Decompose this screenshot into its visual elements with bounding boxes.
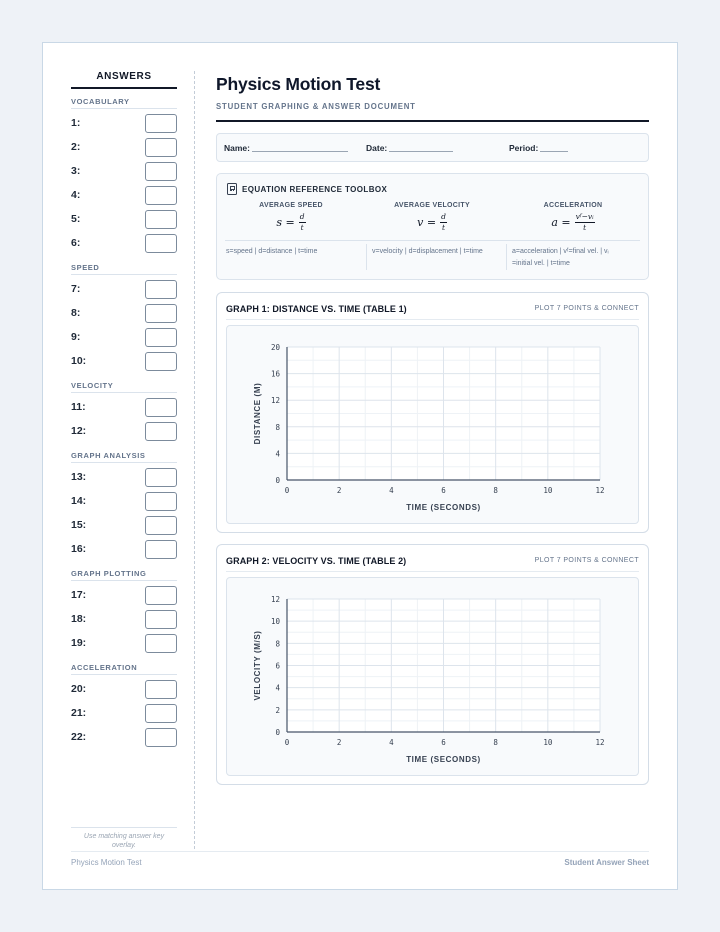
- period-field[interactable]: [509, 143, 568, 153]
- answer-number: 11:: [71, 401, 86, 413]
- answer-row: [71, 419, 177, 443]
- answers-heading: ANSWERS: [71, 71, 177, 89]
- y-tick-label: 2: [275, 705, 280, 715]
- answer-number: 20:: [71, 683, 87, 695]
- equation-lhs: s =: [276, 215, 295, 229]
- toolbox-rule: [225, 240, 640, 241]
- graph-instruction: PLOT 7 POINTS & CONNECT: [534, 557, 639, 564]
- answer-section-label: SPEED: [71, 263, 177, 275]
- graph-2-chart[interactable]: [227, 578, 640, 777]
- x-tick-label: 4: [389, 738, 394, 747]
- answer-section-label: GRAPH PLOTTING: [71, 569, 177, 581]
- answer-number: 3:: [71, 165, 81, 177]
- main-column: [216, 71, 649, 280]
- answer-box[interactable]: [145, 328, 177, 347]
- equation-label: AVERAGE SPEED: [259, 202, 323, 209]
- x-tick-label: 10: [543, 486, 553, 495]
- y-tick-label: 12: [270, 595, 280, 604]
- legend-line: =initial vel. | t=time: [512, 259, 570, 267]
- y-tick-label: 10: [270, 617, 280, 627]
- name-label: Name:: [224, 142, 250, 153]
- y-tick-label: 0: [275, 728, 280, 737]
- calculator-icon: [227, 183, 237, 195]
- equation-toolbox: [216, 173, 649, 280]
- answer-box[interactable]: [145, 304, 177, 323]
- answer-row: [71, 631, 177, 655]
- toolbox-title: EQUATION REFERENCE TOOLBOX: [242, 184, 388, 194]
- answer-row: [71, 701, 177, 725]
- answer-section-label: VELOCITY: [71, 381, 177, 393]
- page-footer: [71, 851, 649, 867]
- page-title: Physics Motion Test: [216, 74, 381, 94]
- legend-line: v=velocity | d=displacement | t=time: [372, 248, 483, 255]
- answer-row: [71, 135, 177, 159]
- answer-row: [71, 159, 177, 183]
- answer-row: [71, 537, 177, 561]
- answer-box[interactable]: [145, 162, 177, 181]
- x-tick-label: 4: [389, 486, 394, 495]
- answer-number: 10:: [71, 355, 87, 367]
- answer-box[interactable]: [145, 398, 177, 417]
- answer-box[interactable]: [145, 210, 177, 229]
- answer-box[interactable]: [145, 422, 177, 441]
- answer-box[interactable]: [145, 728, 177, 747]
- equation-fraction: [299, 213, 306, 231]
- answer-number: 22:: [71, 731, 87, 743]
- answer-number: 17:: [71, 589, 87, 601]
- answer-sheet-page: [42, 42, 678, 890]
- answer-row: [71, 231, 177, 255]
- equation-acceleration: [503, 202, 643, 231]
- equation-label: AVERAGE VELOCITY: [394, 202, 470, 209]
- graph-1-plot-area[interactable]: [226, 325, 639, 524]
- x-tick-label: 6: [441, 738, 446, 747]
- fraction-numerator: d: [299, 212, 305, 221]
- equation-formula: [551, 213, 594, 231]
- graph-header: [226, 302, 639, 320]
- fraction-numerator: vᶠ−vᵢ: [575, 212, 594, 221]
- answer-box[interactable]: [145, 492, 177, 511]
- answer-box[interactable]: [145, 634, 177, 653]
- answer-key-note: Use matching answer key overlay.: [71, 827, 177, 851]
- answer-box[interactable]: [145, 704, 177, 723]
- page-subtitle: STUDENT GRAPHING & ANSWER DOCUMENT: [216, 102, 649, 122]
- answer-row: [71, 111, 177, 135]
- answer-number: 9:: [71, 331, 81, 343]
- answer-row: [71, 277, 177, 301]
- legend-line: a=acceleration | vᶠ=final vel. | vᵢ: [512, 248, 609, 255]
- fraction-denominator: t: [583, 222, 587, 232]
- x-axis-label: TIME (SECONDS): [406, 755, 481, 764]
- answer-box[interactable]: [145, 540, 177, 559]
- answer-section-label: ACCELERATION: [71, 663, 177, 675]
- legend-line: s=speed | d=distance | t=time: [226, 248, 318, 255]
- column-divider: [194, 71, 195, 849]
- answer-row: [71, 583, 177, 607]
- answer-row: [71, 489, 177, 513]
- equation-average-speed: [221, 202, 361, 231]
- name-field[interactable]: [224, 143, 366, 153]
- answer-section-label: GRAPH ANALYSIS: [71, 451, 177, 463]
- x-axis-label: TIME (SECONDS): [406, 503, 481, 512]
- answer-number: 2:: [71, 141, 81, 153]
- answer-box[interactable]: [145, 114, 177, 133]
- graph-1-chart[interactable]: [227, 326, 640, 525]
- answer-row: [71, 183, 177, 207]
- answer-row: [71, 325, 177, 349]
- x-tick-label: 10: [543, 738, 553, 747]
- answer-box[interactable]: [145, 280, 177, 299]
- equation-average-velocity: [362, 202, 502, 231]
- footer-left: Physics Motion Test: [71, 858, 142, 867]
- answer-row: [71, 513, 177, 537]
- fraction-denominator: t: [441, 222, 445, 232]
- answer-row: [71, 677, 177, 701]
- toolbox-header: [227, 183, 387, 195]
- x-tick-label: 8: [493, 486, 498, 495]
- answer-row: [71, 301, 177, 325]
- x-tick-label: 0: [284, 738, 290, 747]
- graph-header: [226, 554, 639, 572]
- answer-number: 8:: [71, 307, 81, 319]
- answer-row: [71, 207, 177, 231]
- graph-title: GRAPH 1: DISTANCE VS. TIME (TABLE 1): [226, 303, 407, 314]
- graph-2-panel: [216, 544, 649, 785]
- equation-fraction: [440, 213, 447, 231]
- date-field[interactable]: [366, 143, 509, 153]
- equation-lhs: a =: [551, 215, 571, 229]
- answer-box[interactable]: [145, 186, 177, 205]
- answer-number: 16:: [71, 543, 87, 555]
- answer-number: 1:: [71, 117, 81, 129]
- student-info-bar: [216, 133, 649, 162]
- answer-number: 19:: [71, 637, 87, 649]
- fraction-denominator: t: [300, 222, 304, 232]
- answer-number: 7:: [71, 283, 81, 295]
- legend-separator: [506, 244, 507, 270]
- answer-section-label: VOCABULARY: [71, 97, 177, 109]
- legend-separator: [366, 244, 367, 270]
- y-tick-label: 4: [275, 449, 280, 459]
- answer-number: 13:: [71, 471, 87, 483]
- answer-number: 14:: [71, 495, 87, 507]
- x-tick-label: 2: [336, 486, 342, 495]
- name-line[interactable]: [252, 143, 348, 152]
- answer-box[interactable]: [145, 468, 177, 487]
- graph-title: GRAPH 2: VELOCITY VS. TIME (TABLE 2): [226, 555, 407, 566]
- equation-fraction: [575, 213, 595, 231]
- x-tick-label: 6: [441, 486, 446, 495]
- answer-row: [71, 349, 177, 373]
- legend-velocity: [372, 246, 483, 258]
- equation-label: ACCELERATION: [543, 202, 603, 209]
- graph-1-panel: [216, 292, 649, 533]
- y-tick-label: 12: [270, 396, 280, 406]
- fraction-numerator: d: [441, 212, 446, 221]
- answer-number: 12:: [71, 425, 87, 437]
- date-label: Date:: [366, 142, 388, 153]
- graph-instruction: PLOT 7 POINTS & CONNECT: [534, 305, 639, 312]
- x-tick-label: 12: [595, 738, 605, 747]
- answer-number: 15:: [71, 519, 87, 531]
- y-axis-label: VELOCITY (M/S): [253, 630, 262, 701]
- period-line[interactable]: [540, 143, 568, 152]
- y-tick-label: 0: [275, 476, 280, 485]
- answer-row: [71, 465, 177, 489]
- y-tick-label: 20: [270, 343, 280, 352]
- equation-lhs: v =: [417, 215, 437, 229]
- answer-sections: [71, 97, 177, 749]
- x-tick-label: 8: [493, 738, 498, 747]
- x-tick-label: 12: [595, 486, 605, 495]
- answer-box[interactable]: [145, 680, 177, 699]
- answer-box[interactable]: [145, 516, 177, 535]
- equation-formula: [417, 213, 447, 231]
- answer-number: 6:: [71, 237, 81, 249]
- x-tick-label: 0: [284, 486, 290, 495]
- y-tick-label: 16: [270, 369, 280, 379]
- answer-number: 21:: [71, 707, 87, 719]
- legend-acceleration: [512, 246, 609, 270]
- graph-2-plot-area[interactable]: [226, 577, 639, 776]
- answer-row: [71, 607, 177, 631]
- y-tick-label: 6: [275, 661, 280, 671]
- footer-right: Student Answer Sheet: [564, 858, 649, 867]
- x-tick-label: 2: [336, 738, 342, 747]
- answer-number: 5:: [71, 213, 81, 225]
- y-tick-label: 4: [275, 683, 280, 693]
- answer-box[interactable]: [145, 610, 177, 629]
- answer-number: 18:: [71, 613, 87, 625]
- answer-column: [71, 71, 177, 749]
- answer-row: [71, 395, 177, 419]
- answer-box[interactable]: [145, 138, 177, 157]
- answer-box[interactable]: [145, 352, 177, 371]
- y-tick-label: 8: [275, 639, 280, 649]
- equation-formula: [276, 213, 305, 231]
- period-label: Period:: [509, 142, 539, 153]
- answer-number: 4:: [71, 189, 81, 201]
- y-tick-label: 8: [275, 422, 280, 432]
- answer-box[interactable]: [145, 234, 177, 253]
- date-line[interactable]: [389, 143, 453, 152]
- answer-box[interactable]: [145, 586, 177, 605]
- answer-row: [71, 725, 177, 749]
- y-axis-label: DISTANCE (M): [253, 382, 262, 445]
- legend-speed: [226, 246, 317, 258]
